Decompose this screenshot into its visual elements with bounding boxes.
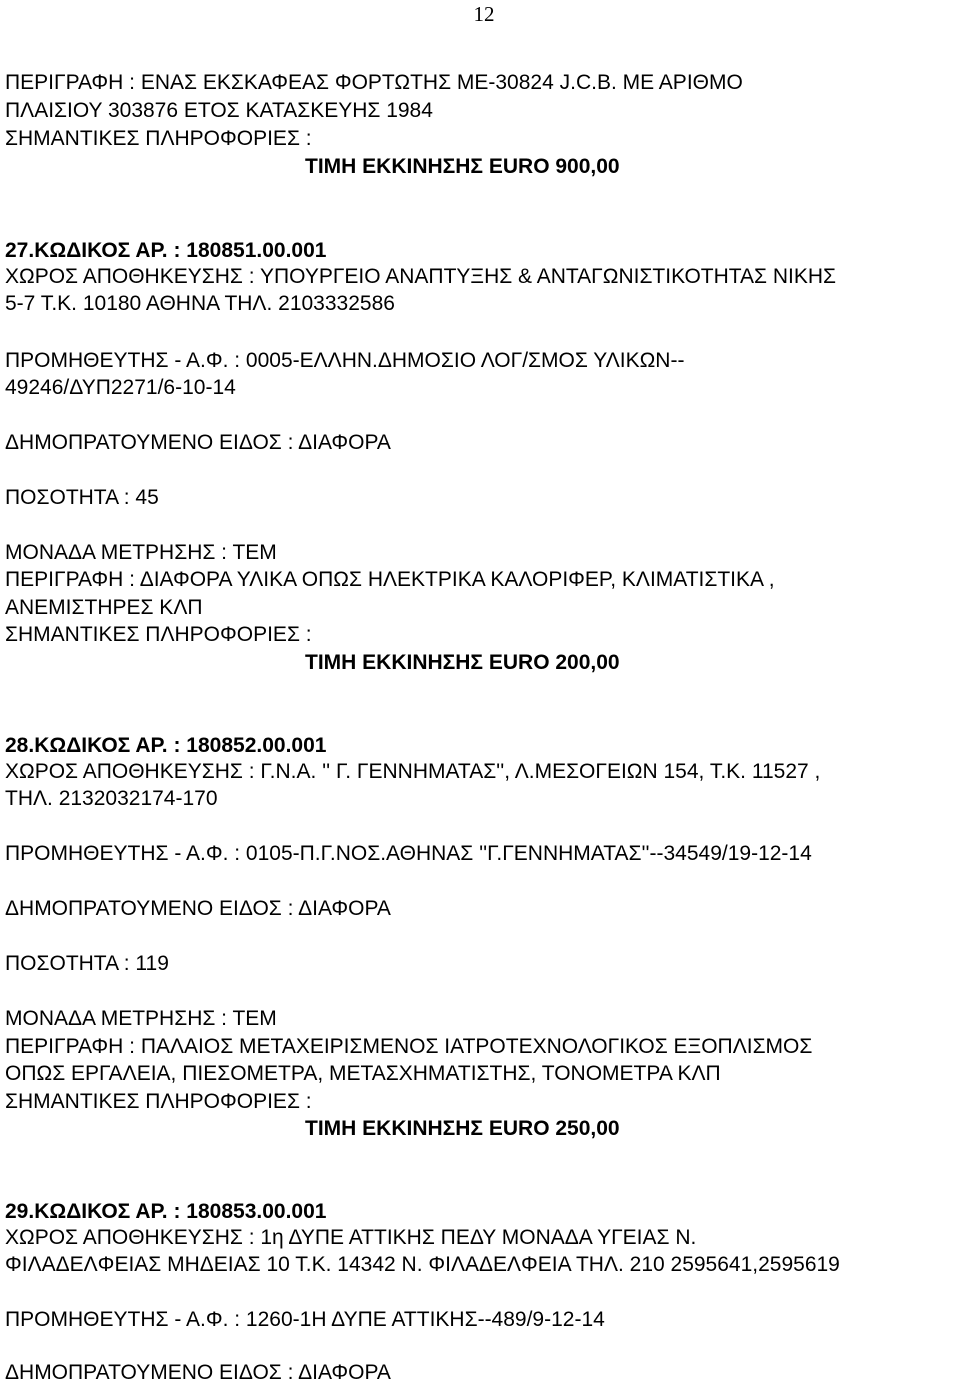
intro-info-label: ΣΗΜΑΝΤΙΚΕΣ ΠΛΗΡΟΦΟΡΙΕΣ : [5, 127, 312, 150]
item-27-supplier-line-1: ΠΡΟΜΗΘΕΥΤΗΣ - Α.Φ. : 0005-ΕΛΛΗΝ.ΔΗΜΟΣΙΟ ΛΟΓ/ΣΜΟΣ ΥΛΙΚΩΝ-- [5, 349, 685, 372]
item-27-storage-line-2: 5-7 Τ.Κ. 10180 ΑΘΗΝΑ ΤΗΛ. 2103332586 [5, 292, 395, 315]
item-28-storage-line-1: ΧΩΡΟΣ ΑΠΟΘΗΚΕΥΣΗΣ : Γ.Ν.Α. '' Γ. ΓΕΝΝΗΜΑΤΑΣ'', Λ.ΜΕΣΟΓΕΙΩΝ 154, Τ.Κ. 11527 , [5, 760, 821, 783]
item-27-type: ΔΗΜΟΠΡΑΤΟΥΜΕΝΟ ΕΙΔΟΣ : ΔΙΑΦΟΡΑ [5, 431, 391, 454]
item-29-type: ΔΗΜΟΠΡΑΤΟΥΜΕΝΟ ΕΙΔΟΣ : ΔΙΑΦΟΡΑ [5, 1361, 391, 1384]
page-number: 12 [473, 2, 495, 26]
item-27-info-label: ΣΗΜΑΝΤΙΚΕΣ ΠΛΗΡΟΦΟΡΙΕΣ : [5, 623, 312, 646]
intro-description-line-1: ΠΕΡΙΓΡΑΦΗ : ΕΝΑΣ ΕΚΣΚΑΦΕΑΣ ΦΟΡΤΩΤΗΣ ΜΕ-30824 J.C.B. ΜΕ ΑΡΙΘΜΟ [5, 71, 743, 94]
item-27-unit: ΜΟΝΑΔΑ ΜΕΤΡΗΣΗΣ : ΤΕΜ [5, 541, 277, 564]
item-28-quantity: ΠΟΣΟΤΗΤΑ : 119 [5, 952, 169, 975]
item-29-storage-line-2: ΦΙΛΑΔΕΛΦΕΙΑΣ ΜΗΔΕΙΑΣ 10 Τ.Κ. 14342 Ν. ΦΙΛΑΔΕΛΦΕΙΑ ΤΗΛ. 210 2595641,2595619 [5, 1253, 840, 1276]
item-28-supplier: ΠΡΟΜΗΘΕΥΤΗΣ - Α.Φ. : 0105-Π.Γ.ΝΟΣ.ΑΘΗΝΑΣ ''Γ.ΓΕΝΝΗΜΑΤΑΣ''--34549/19-12-14 [5, 842, 812, 865]
item-27-description-line-1: ΠΕΡΙΓΡΑΦΗ : ΔΙΑΦΟΡΑ ΥΛΙΚΑ ΟΠΩΣ ΗΛΕΚΤΡΙΚΑ ΚΑΛΟΡΙΦΕΡ, ΚΛΙΜΑΤΙΣΤΙΚΑ , [5, 568, 775, 591]
item-27-description-line-2: ΑΝΕΜΙΣΤΗΡΕΣ ΚΛΠ [5, 596, 203, 619]
item-28-description-line-1: ΠΕΡΙΓΡΑΦΗ : ΠΑΛΑΙΟΣ ΜΕΤΑΧΕΙΡΙΣΜΕΝΟΣ ΙΑΤΡΟΤΕΧΝΟΛΟΓΙΚΟΣ ΕΞΟΠΛΙΣΜΟΣ [5, 1035, 813, 1058]
item-28-storage-line-2: ΤΗΛ. 2132032174-170 [5, 787, 218, 810]
item-27-storage-line-1: ΧΩΡΟΣ ΑΠΟΘΗΚΕΥΣΗΣ : ΥΠΟΥΡΓΕΙΟ ΑΝΑΠΤΥΞΗΣ & ΑΝΤΑΓΩΝΙΣΤΙΚΟΤΗΤΑΣ ΝΙΚΗΣ [5, 265, 837, 288]
item-29-supplier: ΠΡΟΜΗΘΕΥΤΗΣ - Α.Φ. : 1260-1Η ΔΥΠΕ ΑΤΤΙΚΗΣ--489/9-12-14 [5, 1308, 605, 1331]
item-29-storage-line-1: ΧΩΡΟΣ ΑΠΟΘΗΚΕΥΣΗΣ : 1η ΔΥΠΕ ΑΤΤΙΚΗΣ ΠΕΔΥ ΜΟΝΑΔΑ ΥΓΕΙΑΣ Ν. [5, 1226, 697, 1249]
item-29-code: 29.ΚΩΔΙΚΟΣ ΑΡ. : 180853.00.001 [5, 1200, 327, 1223]
intro-description-line-2: ΠΛΑΙΣΙΟΥ 303876 ΕΤΟΣ ΚΑΤΑΣΚΕΥΗΣ 1984 [5, 99, 433, 122]
item-28-code: 28.ΚΩΔΙΚΟΣ ΑΡ. : 180852.00.001 [5, 734, 327, 757]
item-28-info-label: ΣΗΜΑΝΤΙΚΕΣ ΠΛΗΡΟΦΟΡΙΕΣ : [5, 1090, 312, 1113]
item-27-quantity: ΠΟΣΟΤΗΤΑ : 45 [5, 486, 159, 509]
item-28-unit: ΜΟΝΑΔΑ ΜΕΤΡΗΣΗΣ : ΤΕΜ [5, 1007, 277, 1030]
item-28-description-line-2: ΟΠΩΣ ΕΡΓΑΛΕΙΑ, ΠΙΕΣΟΜΕΤΡΑ, ΜΕΤΑΣΧΗΜΑΤΙΣΤΗΣ, ΤΟΝΟΜΕΤΡΑ ΚΛΠ [5, 1062, 721, 1085]
intro-price: ΤΙΜΗ ΕΚΚΙΝΗΣΗΣ EURO 900,00 [305, 155, 620, 178]
item-27-code: 27.ΚΩΔΙΚΟΣ ΑΡ. : 180851.00.001 [5, 239, 327, 262]
item-28-type: ΔΗΜΟΠΡΑΤΟΥΜΕΝΟ ΕΙΔΟΣ : ΔΙΑΦΟΡΑ [5, 897, 391, 920]
item-27-price: ΤΙΜΗ ΕΚΚΙΝΗΣΗΣ EURO 200,00 [305, 651, 620, 674]
item-28-price: ΤΙΜΗ ΕΚΚΙΝΗΣΗΣ EURO 250,00 [305, 1117, 620, 1140]
item-27-supplier-line-2: 49246/ΔΥΠ2271/6-10-14 [5, 376, 236, 399]
